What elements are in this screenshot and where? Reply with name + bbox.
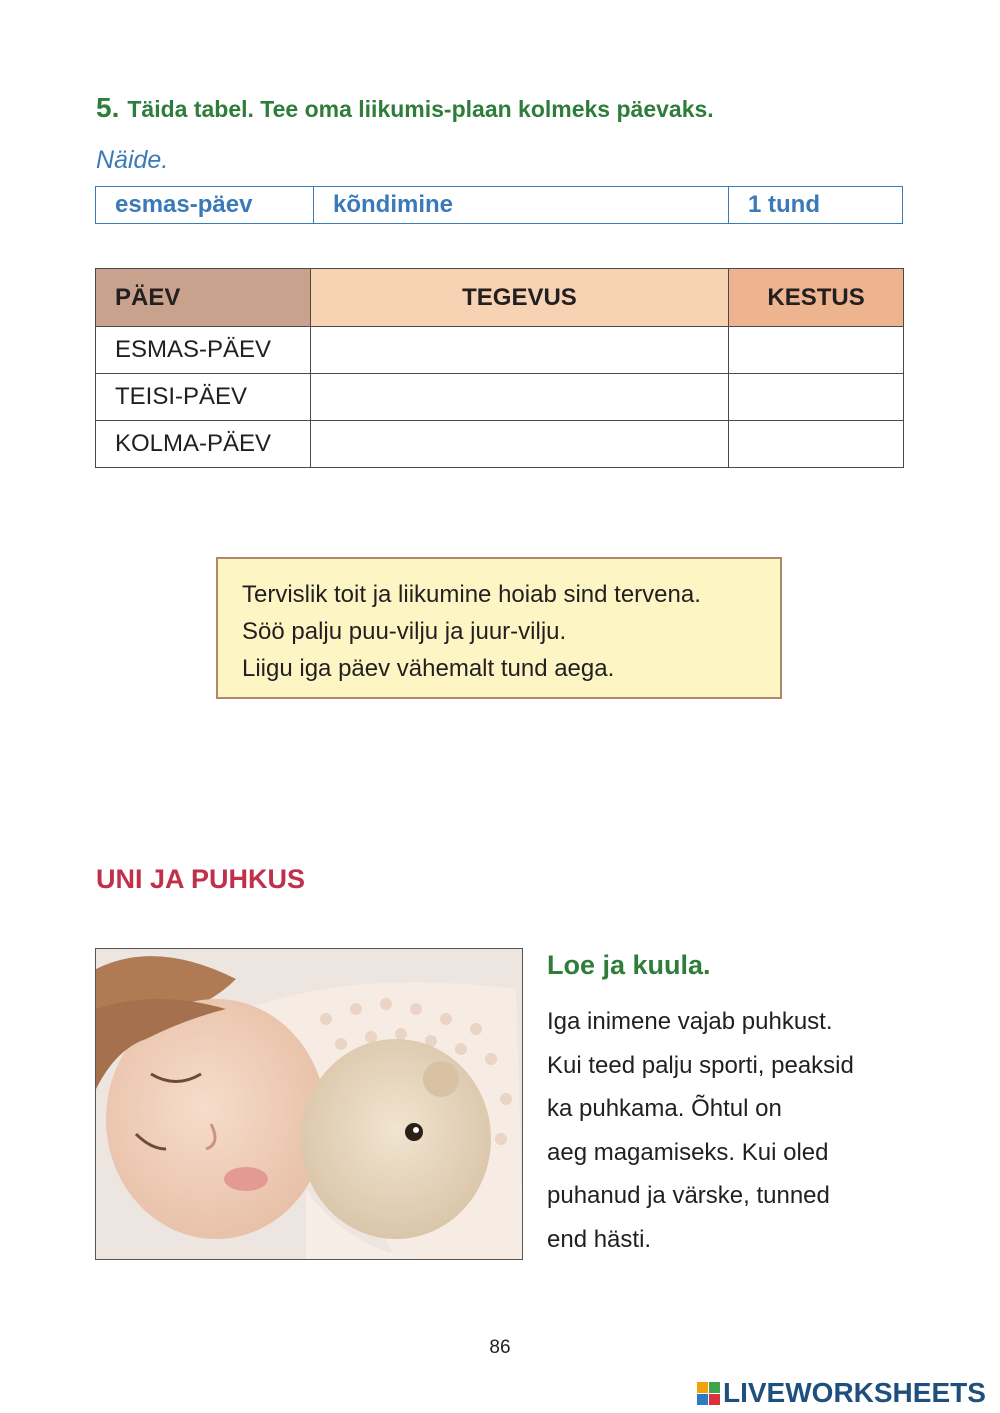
reading-line: Iga inimene vajab puhkust.	[547, 1008, 833, 1035]
activity-input-cell[interactable]	[310, 421, 728, 468]
duration-input-cell[interactable]	[729, 327, 904, 374]
duration-input-cell[interactable]	[729, 374, 904, 421]
header-duration: KESTUS	[729, 269, 904, 327]
reading-text	[547, 1000, 854, 1262]
plan-table-header	[96, 269, 904, 327]
logo-grid-icon	[697, 1382, 720, 1405]
table-row	[96, 374, 904, 421]
page-number: 86	[489, 1337, 511, 1358]
example-day: esmas-päev	[96, 187, 314, 223]
row-day: TEISI-PÄEV	[96, 374, 311, 421]
example-label: Näide.	[96, 146, 169, 174]
task-instruction: Täida tabel. Tee oma liikumis-plaan kolmeks päevaks.	[127, 96, 714, 122]
row-day: ESMAS-PÄEV	[96, 327, 311, 374]
example-activity: kõndimine	[314, 187, 729, 223]
liveworksheets-logo[interactable]	[697, 1377, 986, 1409]
sleeping-child-photo	[95, 948, 523, 1260]
info-box	[216, 557, 782, 699]
task-heading	[96, 92, 714, 124]
example-duration: 1 tund	[748, 191, 820, 218]
row-day: KOLMA-PÄEV	[96, 421, 311, 468]
activity-input-cell[interactable]	[310, 374, 728, 421]
plan-table	[95, 268, 904, 468]
reading-line: aeg magamiseks. Kui oled	[547, 1138, 829, 1166]
example-table	[95, 186, 903, 224]
table-row	[96, 327, 904, 374]
sleeping-child-illustration	[96, 949, 523, 1260]
reading-line: end hästi.	[547, 1225, 652, 1253]
section-title: UNI JA PUHKUS	[96, 864, 306, 894]
activity-input-cell[interactable]	[310, 327, 728, 374]
reading-line: puhanud ja värske, tunned	[547, 1182, 830, 1210]
brand-name: LIVEWORKSHEETS	[723, 1377, 986, 1408]
reading-line: Kui teed palju sporti, peaksid	[547, 1051, 854, 1079]
reading-line: ka puhkama. Õhtul on	[547, 1095, 782, 1123]
header-day: PÄEV	[96, 269, 311, 327]
task-number: 5.	[96, 92, 120, 123]
duration-input-cell[interactable]	[729, 421, 904, 468]
info-line: Liigu iga päev vähemalt tund aega.	[242, 655, 615, 682]
reading-title: Loe ja kuula.	[547, 950, 711, 980]
table-row	[96, 421, 904, 468]
header-activity: TEGEVUS	[310, 269, 728, 327]
info-line: Tervislik toit ja liikumine hoiab sind tervena.	[242, 581, 701, 608]
info-line: Söö palju puu-vilju ja juur-vilju.	[242, 618, 567, 645]
